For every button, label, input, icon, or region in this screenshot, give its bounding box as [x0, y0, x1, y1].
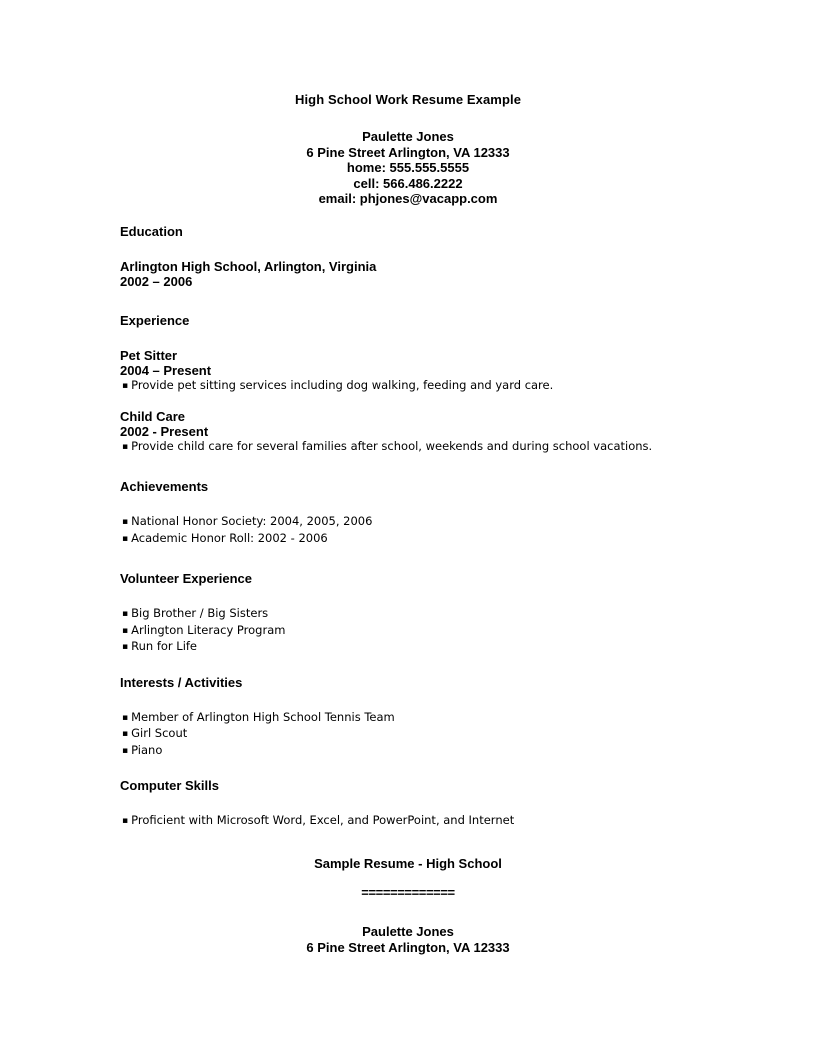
- bullet-icon: ▪: [122, 642, 129, 652]
- bullet-icon: ▪: [122, 625, 129, 636]
- contact-email: email: phjones@vacapp.com: [318, 191, 498, 207]
- list-item: [122, 726, 760, 743]
- list-item: [122, 743, 760, 760]
- list-item-text: Academic Honor Roll: 2002 - 2006: [131, 530, 328, 545]
- entry-dates-pet-sitter: 2004 – Present: [120, 363, 212, 378]
- list-item: [122, 710, 760, 727]
- list-item: [122, 531, 760, 548]
- bullet-icon: ▪: [122, 381, 129, 391]
- list-item: [122, 813, 760, 830]
- section-heading-volunteer-experience: Volunteer Experience: [120, 571, 252, 586]
- entry-title-pet-sitter: Pet Sitter: [120, 348, 178, 363]
- bullet-icon: ▪: [122, 441, 129, 452]
- bullet-icon: ▪: [122, 729, 129, 739]
- bullet-icon: ▪: [122, 533, 129, 544]
- list-item: [122, 514, 760, 531]
- contact-home-phone: home: 555.555.5555: [346, 160, 470, 176]
- entry-dates-child-care: 2002 - Present: [120, 423, 209, 439]
- entry-title-child-care: Child Care: [120, 408, 186, 424]
- list-item-text: National Honor Society: 2004, 2005, 2006: [131, 514, 373, 528]
- bullet-icon: ▪: [122, 609, 129, 619]
- page-title: High School Work Resume Example: [294, 92, 522, 107]
- section-heading-computer-skills: Computer Skills: [120, 778, 219, 793]
- list-item-text: Provide pet sitting services including dog walking, feeding and yard care.: [131, 378, 554, 392]
- section-heading-experience: Experience: [120, 313, 190, 328]
- list-item: [122, 623, 760, 640]
- bullet-icon: ▪: [122, 816, 129, 826]
- list-item-text: Piano: [131, 742, 163, 757]
- contact-cell-phone: cell: 566.486.2222: [353, 175, 463, 191]
- contact-header: [0, 129, 816, 207]
- entry-dates-school: 2002 – 2006: [120, 274, 193, 289]
- footer-divider: =============: [361, 885, 455, 900]
- section-heading-education: Education: [120, 224, 183, 239]
- section-heading-interests-activities: Interests / Activities: [120, 674, 243, 690]
- bullet-icon: ▪: [122, 745, 129, 756]
- list-item-text: Provide child care for several families after school, weekends and during school vacations.: [131, 438, 653, 453]
- footer-name: Paulette Jones: [362, 924, 454, 939]
- list-item-text: Run for Life: [131, 639, 198, 653]
- bullet-icon: ▪: [122, 712, 129, 723]
- list-item-text: Member of Arlington High School Tennis Team: [131, 709, 395, 724]
- section-heading-achievements: Achievements: [120, 479, 209, 494]
- list-item-text: Proficient with Microsoft Word, Excel, and PowerPoint, and Internet: [131, 813, 515, 827]
- list-item-text: Arlington Literacy Program: [131, 622, 286, 637]
- resume-body: [120, 224, 760, 830]
- footer-address: 6 Pine Street Arlington, VA 12333: [306, 939, 510, 955]
- bullet-icon: ▪: [122, 517, 129, 527]
- list-item: [122, 606, 760, 623]
- contact-address: 6 Pine Street Arlington, VA 12333: [306, 144, 510, 160]
- list-item-text: Girl Scout: [131, 726, 188, 740]
- list-item: [122, 378, 760, 395]
- list-item: [122, 439, 760, 456]
- entry-title-school: Arlington High School, Arlington, Virginia: [120, 259, 377, 274]
- contact-name: Paulette Jones: [362, 129, 454, 144]
- list-item: [122, 639, 760, 656]
- list-item-text: Big Brother / Big Sisters: [131, 606, 269, 620]
- footer-title: Sample Resume - High School: [314, 856, 502, 871]
- footer-contact: [0, 924, 816, 955]
